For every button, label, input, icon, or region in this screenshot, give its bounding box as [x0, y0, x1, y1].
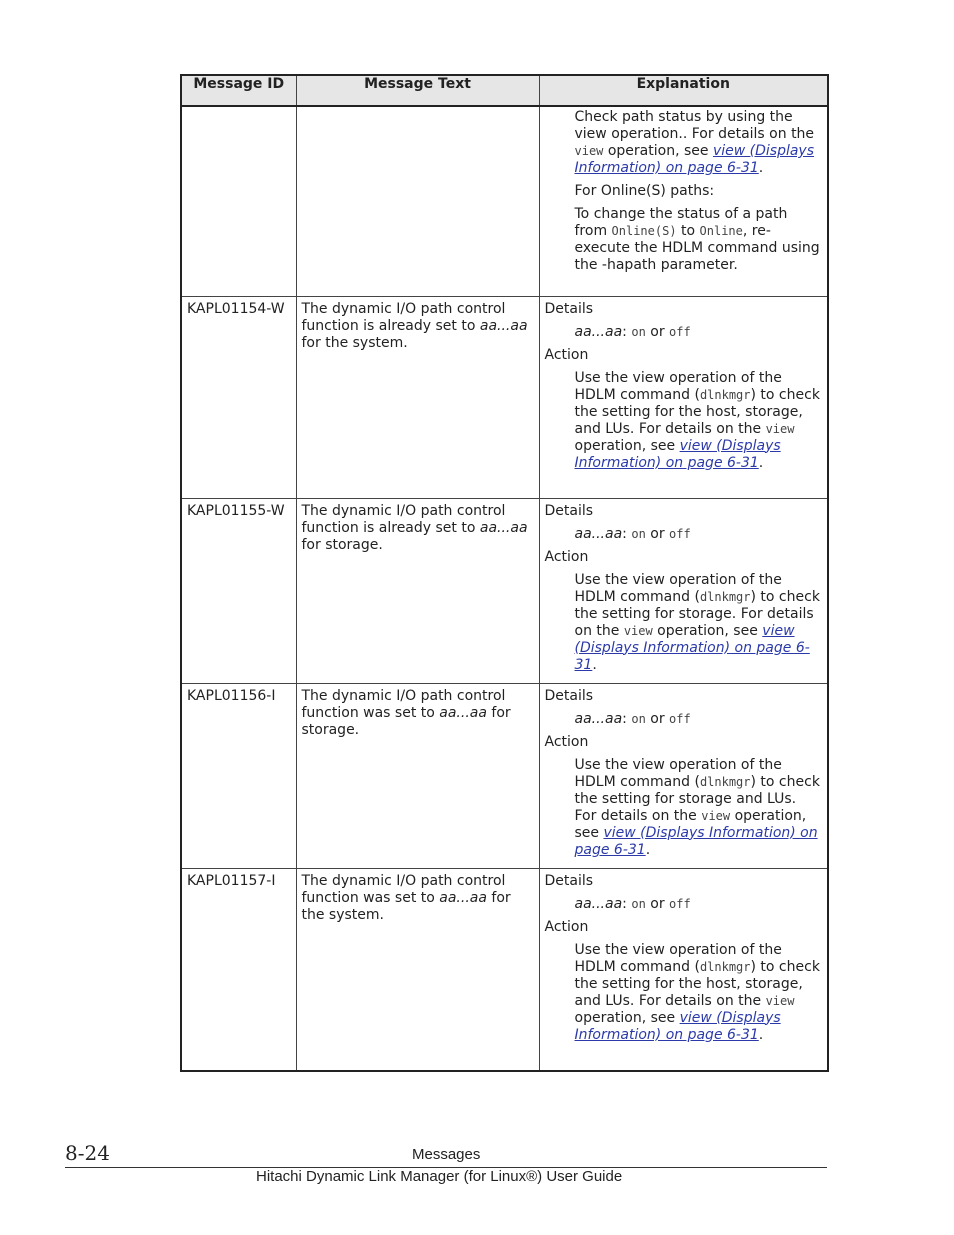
table-row-continued [181, 106, 828, 296]
section-name: Messages [412, 1146, 481, 1163]
message-text-cell: The dynamic I/O path control function was set to aa...aa for storage. [296, 683, 539, 868]
details-value: aa...aa: on or off [574, 323, 691, 340]
message-text-cell: The dynamic I/O path control function is already set to aa...aa for the system. [296, 296, 539, 498]
details-value: aa...aa: on or off [574, 710, 691, 727]
view-link[interactable]: view (Displays Information) on page 6-31 [574, 143, 815, 176]
explanation-cell [539, 498, 828, 683]
action-text: Use the view operation of the HDLM command (dlnkmgr) to check the setting for storage. For details on the view operation, see view (Displays Information) on page 6-31. [574, 571, 820, 673]
details-label: Details [544, 872, 594, 889]
view-link[interactable]: view (Displays Information) on page 6-31 [574, 1009, 781, 1043]
details-value: aa...aa: on or off [574, 525, 691, 542]
explanation-cell [539, 868, 828, 1071]
view-link[interactable]: view (Displays Information) on page 6-31 [574, 622, 810, 673]
details-label: Details [544, 502, 594, 519]
message-id-cell: KAPL01155-W [181, 498, 296, 683]
details-value: aa...aa: on or off [574, 895, 691, 912]
message-text-cell: The dynamic I/O path control function was set to aa...aa for the system. [296, 868, 539, 1071]
action-text: Use the view operation of the HDLM command (dlnkmgr) to check the setting for the host, storage, and LUs. For details on the view operation, see view (Displays Information) on page 6-31. [574, 941, 820, 1043]
page-number: 8-24 [65, 1141, 110, 1165]
message-id-cell [181, 106, 296, 296]
explanation-paragraph: To change the status of a path from Online(S) to Online, re-execute the HDLM command using the -hapath parameter. [574, 206, 820, 273]
details-label: Details [544, 300, 594, 317]
message-id-cell: KAPL01156-I [181, 683, 296, 868]
messages-table [180, 74, 829, 1072]
document-title: Hitachi Dynamic Link Manager (for Linux®) User Guide [256, 1168, 623, 1185]
action-label: Action [544, 918, 589, 935]
table-header-row [181, 75, 828, 106]
message-text-cell: The dynamic I/O path control function is already set to aa...aa for storage. [296, 498, 539, 683]
header-message-id: Message ID [181, 75, 296, 106]
view-link[interactable]: view (Displays Information) on page 6-31 [574, 437, 781, 471]
table-row [181, 296, 828, 498]
table-row [181, 683, 828, 868]
action-label: Action [544, 548, 589, 565]
action-text: Use the view operation of the HDLM command (dlnkmgr) to check the setting for the host, storage, and LUs. For details on the view operation, see view (Displays Information) on page 6-31. [574, 369, 820, 471]
explanation-cell [539, 106, 828, 296]
header-message-text: Message Text [296, 75, 539, 106]
explanation-paragraph: Check path status by using the view operation.. For details on the view operation, see view (Displays Information) on page 6-31. [574, 109, 815, 176]
action-label: Action [544, 733, 589, 750]
inline-code: Online(S) [611, 224, 677, 238]
explanation-cell [539, 683, 828, 868]
view-link[interactable]: view (Displays Information) on page 6-31 [574, 824, 818, 858]
explanation-paragraph: For Online(S) paths: [574, 183, 715, 199]
header-explanation: Explanation [539, 75, 828, 106]
message-text-cell [296, 106, 539, 296]
message-id-cell: KAPL01154-W [181, 296, 296, 498]
inline-code: Online [699, 224, 743, 238]
details-label: Details [544, 687, 594, 704]
action-label: Action [544, 346, 589, 363]
explanation-cell [539, 296, 828, 498]
message-id-cell: KAPL01157-I [181, 868, 296, 1071]
table-row [181, 868, 828, 1071]
action-text: Use the view operation of the HDLM command (dlnkmgr) to check the setting for storage and LUs. For details on the view operation, see view (Displays Information) on page 6-31. [574, 756, 820, 858]
table-row [181, 498, 828, 683]
inline-code: view [574, 144, 604, 158]
